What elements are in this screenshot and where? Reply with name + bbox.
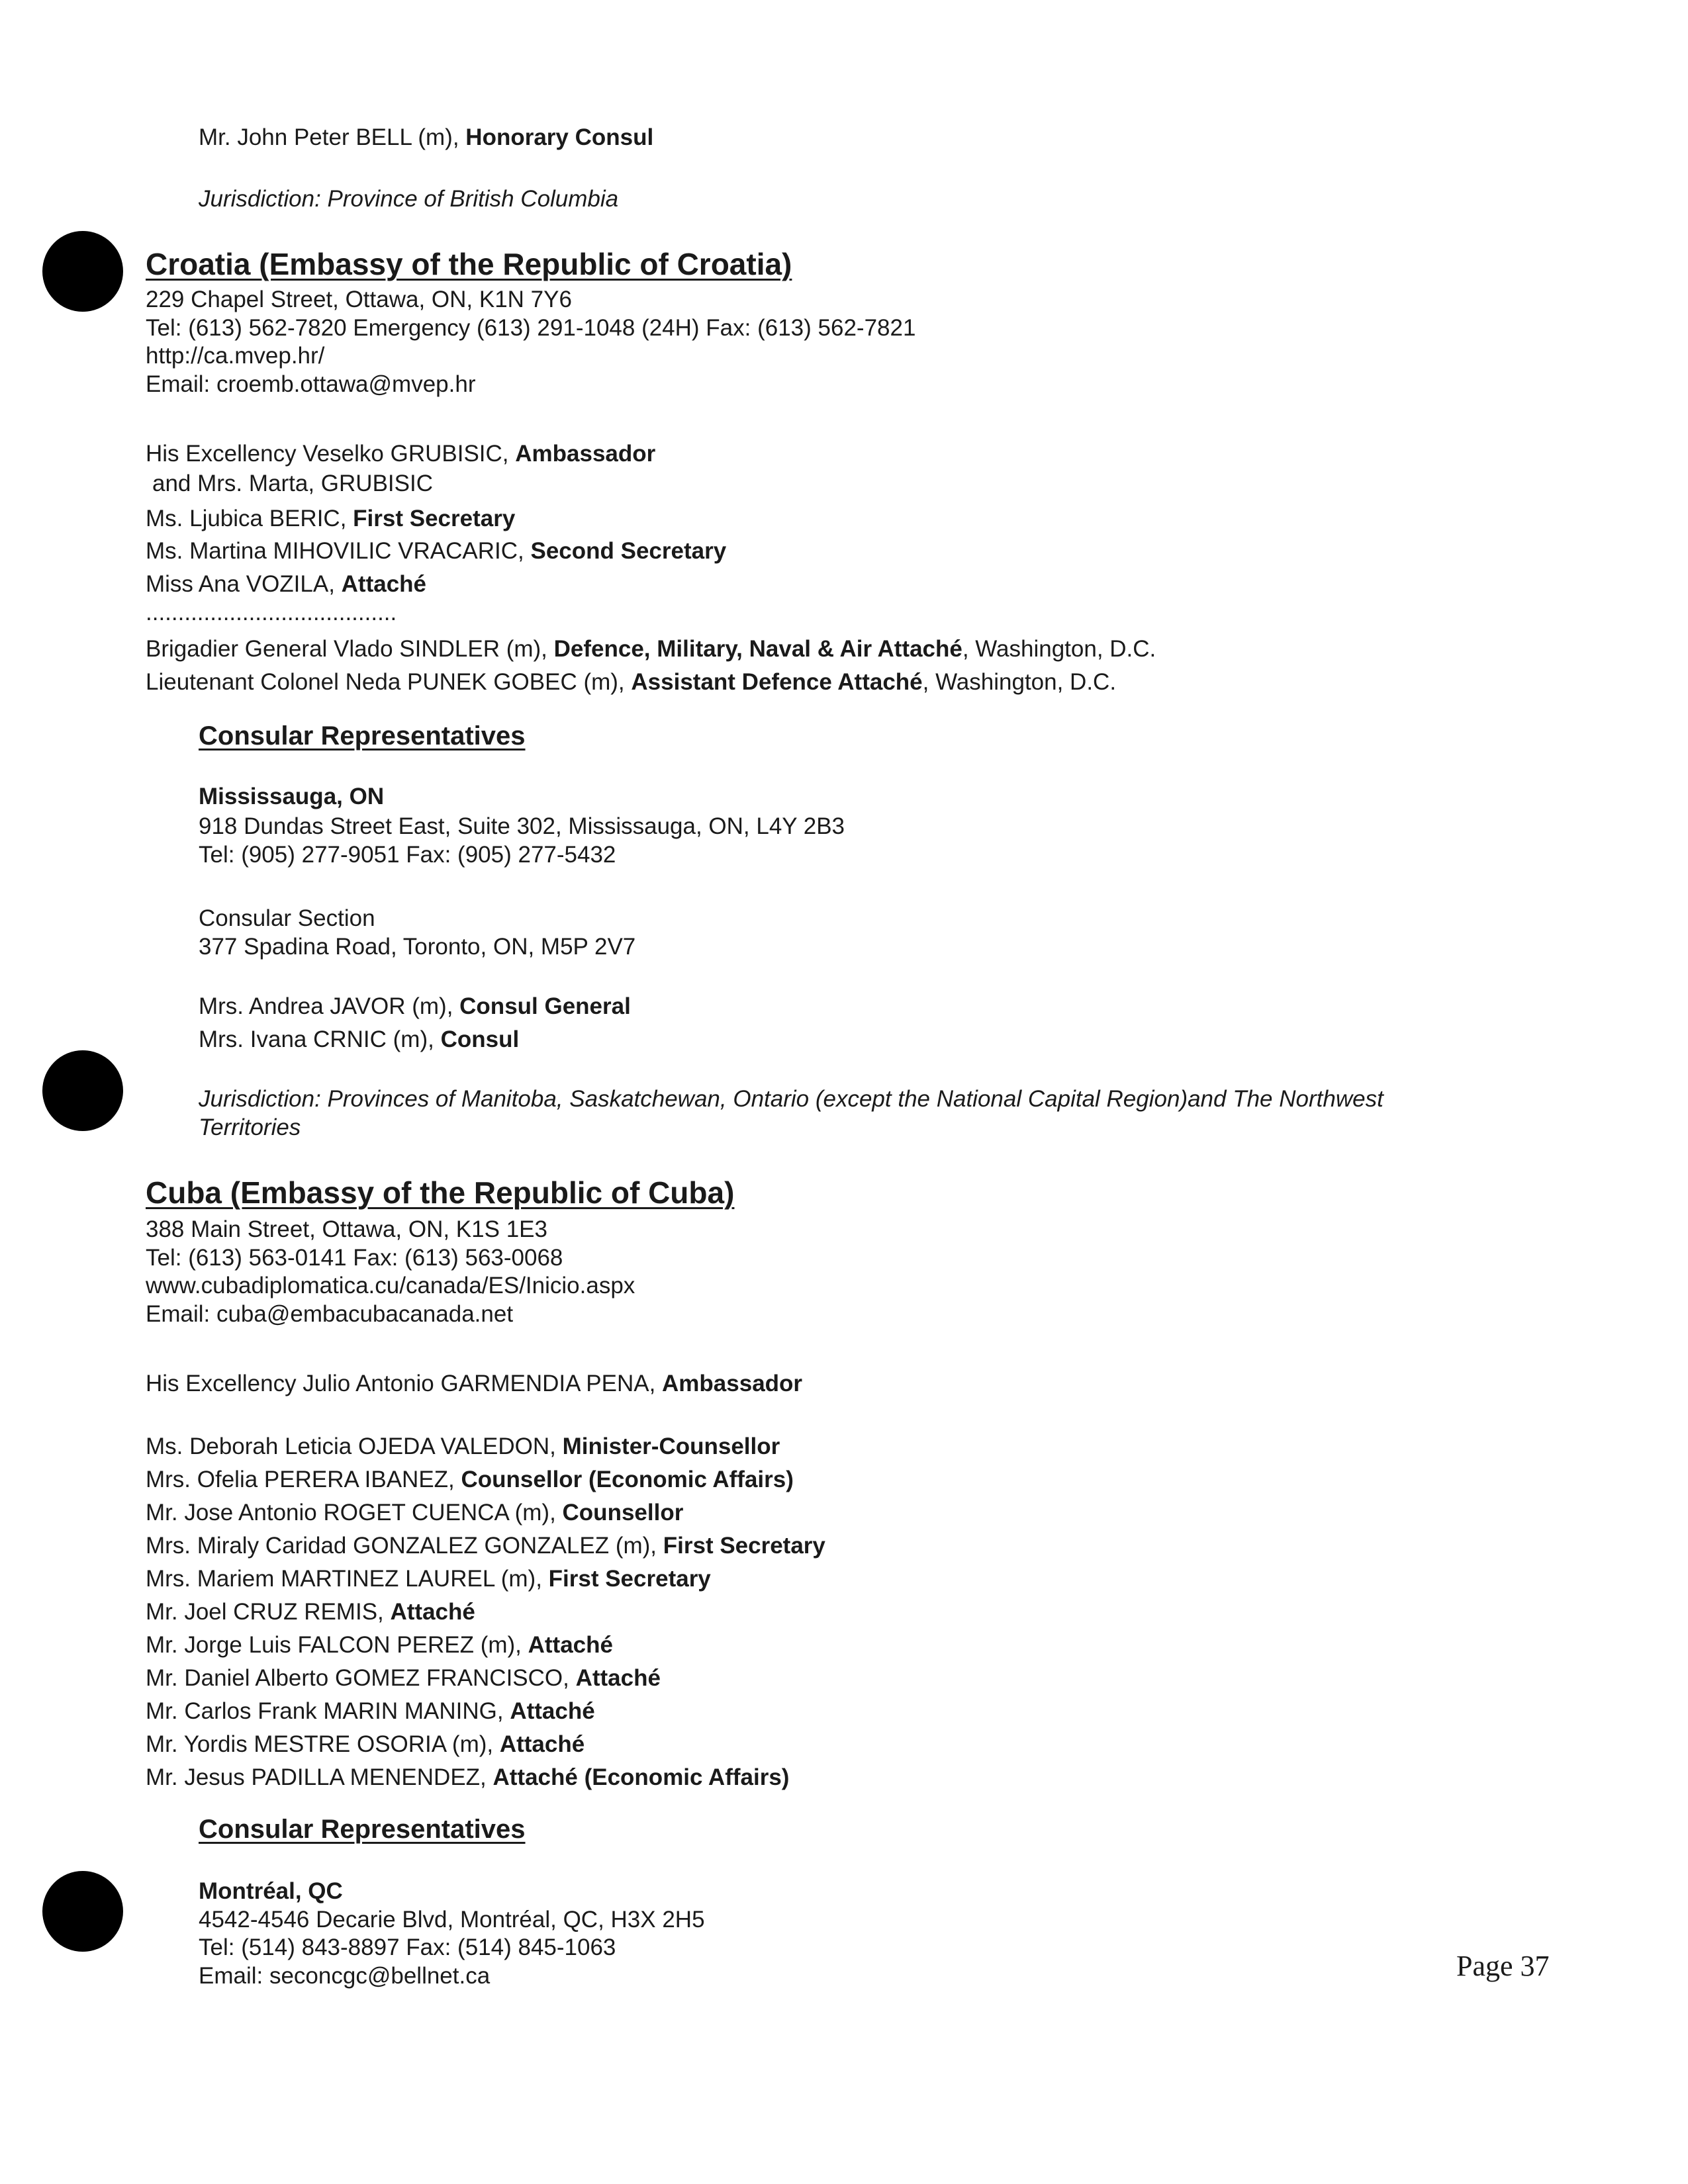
staff-entry [146,635,1156,663]
staff-entry [199,1026,519,1054]
cuba-heading: Cuba (Embassy of the Republic of Cuba) [146,1175,735,1210]
cuba-email: Email: cuba@embacubacanada.net [146,1301,514,1327]
staff-entry [146,1433,780,1461]
person-name: His Excellency Julio Antonio GARMENDIA PENA, [146,1371,663,1396]
person-name: Mr. Yordis MESTRE OSORIA (m), [146,1731,500,1757]
person-title: Attaché (Economic Affairs) [492,1764,790,1790]
person-name: Mrs. Ofelia PERERA IBANEZ, [146,1467,461,1492]
dotted-separator: ....................................... [146,600,397,625]
consular-address: 918 Dundas Street East, Suite 302, Mississauga, ON, L4Y 2B3 [199,813,845,839]
cuba-ambassador [146,1370,802,1398]
jurisdiction-note: Jurisdiction: Provinces of Manitoba, Saskatchewan, Ontario (except the National Capital Region)and The Northwest [199,1086,1383,1112]
person-title: Attaché [390,1599,475,1625]
croatia-email: Email: croemb.ottawa@mvep.hr [146,371,476,397]
staff-entry [146,668,1116,696]
person-name: Mr. Carlos Frank MARIN MANING, [146,1698,510,1724]
staff-entry [146,1532,825,1560]
consular-email: Email: seconcgc@bellnet.ca [199,1963,491,1989]
person-name: Mrs. Andrea JAVOR (m), [199,993,460,1019]
staff-entry [146,1499,683,1527]
consular-address: 4542-4546 Decarie Blvd, Montréal, QC, H3X 2H5 [199,1907,705,1933]
person-title: Attaché [575,1665,661,1691]
staff-entry [199,124,653,152]
person-name: Ms. Deborah Leticia OJEDA VALEDON, [146,1433,563,1459]
person-name: His Excellency Veselko GRUBISIC, [146,441,516,467]
croatia-heading: Croatia (Embassy of the Republic of Croatia) [146,247,792,281]
consular-section-address: 377 Spadina Road, Toronto, ON, M5P 2V7 [199,934,636,960]
croatia-phone: Tel: (613) 562-7820 Emergency (613) 291-1048 (24H) Fax: (613) 562-7821 [146,315,916,341]
staff-entry [146,570,426,598]
staff-entry [146,1598,475,1626]
person-name: Mr. Joel CRUZ REMIS, [146,1599,391,1625]
person-title: Consul General [459,993,631,1019]
croatia-ambassador-spouse: and Mrs. Marta, GRUBISIC [152,471,433,496]
staff-entry [146,1698,595,1725]
person-title: Attaché [510,1698,595,1724]
staff-entry [146,1565,711,1593]
person-title: Counsellor [562,1500,684,1525]
consular-city: Mississauga, ON [199,784,385,809]
person-name: Mr. Jesus PADILLA MENENDEZ, [146,1764,493,1790]
person-name: Mr. Jorge Luis FALCON PEREZ (m), [146,1632,528,1658]
cuba-website: www.cubadiplomatica.cu/canada/ES/Inicio.aspx [146,1273,635,1298]
staff-entry [146,1731,585,1758]
person-name: Mr. Daniel Alberto GOMEZ FRANCISCO, [146,1665,576,1691]
croatia-website: http://ca.mvep.hr/ [146,343,325,369]
consular-heading: Consular Representatives [199,1815,526,1844]
person-title: Ambassador [662,1371,803,1396]
person-title: First Secretary [353,506,516,531]
person-name: Brigadier General Vlado SINDLER (m), [146,636,554,662]
person-name: Mrs. Ivana CRNIC (m), [199,1026,441,1052]
hole-punch-middle [42,1050,123,1131]
person-name: Lieutenant Colonel Neda PUNEK GOBEC (m), [146,669,632,695]
person-name: Miss Ana VOZILA, [146,571,342,597]
croatia-address: 229 Chapel Street, Ottawa, ON, K1N 7Y6 [146,287,572,312]
person-title: Consul [440,1026,520,1052]
person-title: Second Secretary [530,538,727,564]
person-name: Mrs. Miraly Caridad GONZALEZ GONZALEZ (m), [146,1533,663,1559]
staff-entry [146,1764,789,1792]
person-title: Assistant Defence Attaché [631,669,923,695]
person-title: First Secretary [663,1533,825,1559]
staff-entry [146,505,515,533]
person-title: First Secretary [548,1566,711,1592]
staff-entry [146,1466,794,1494]
staff-entry [146,1631,613,1659]
person-title: Attaché [528,1632,613,1658]
jurisdiction-note: Jurisdiction: Province of British Columbia [199,186,619,212]
hole-punch-top [42,231,123,312]
person-title: Ambassador [515,441,656,467]
person-title: Honorary Consul [465,124,654,150]
person-title: Attaché [341,571,427,597]
person-title: Counsellor (Economic Affairs) [461,1467,794,1492]
person-title: Minister-Counsellor [562,1433,780,1459]
consular-city: Montréal, QC [199,1878,343,1904]
person-title: Defence, Military, Naval & Air Attaché [553,636,962,662]
consular-phone: Tel: (905) 277-9051 Fax: (905) 277-5432 [199,842,616,868]
hole-punch-bottom [42,1871,123,1952]
person-name: Ms. Ljubica BERIC, [146,506,353,531]
person-name: Mrs. Mariem MARTINEZ LAUREL (m), [146,1566,549,1592]
person-name: Ms. Martina MIHOVILIC VRACARIC, [146,538,531,564]
staff-entry [146,1664,661,1692]
person-location: , Washington, D.C. [922,669,1117,695]
cuba-address: 388 Main Street, Ottawa, ON, K1S 1E3 [146,1216,547,1242]
staff-entry [199,993,631,1021]
consular-section-label: Consular Section [199,905,375,931]
page-number: Page 37 [1456,1950,1550,1982]
croatia-ambassador [146,440,655,468]
staff-entry [146,537,726,565]
person-location: , Washington, D.C. [962,636,1156,662]
jurisdiction-note-continued: Territories [199,1115,301,1140]
person-title: Attaché [499,1731,585,1757]
person-name: Mr. Jose Antonio ROGET CUENCA (m), [146,1500,563,1525]
person-name: Mr. John Peter BELL (m), [199,124,466,150]
cuba-phone: Tel: (613) 563-0141 Fax: (613) 563-0068 [146,1245,563,1271]
consular-heading: Consular Representatives [199,721,526,751]
consular-phone: Tel: (514) 843-8897 Fax: (514) 845-1063 [199,1934,616,1960]
